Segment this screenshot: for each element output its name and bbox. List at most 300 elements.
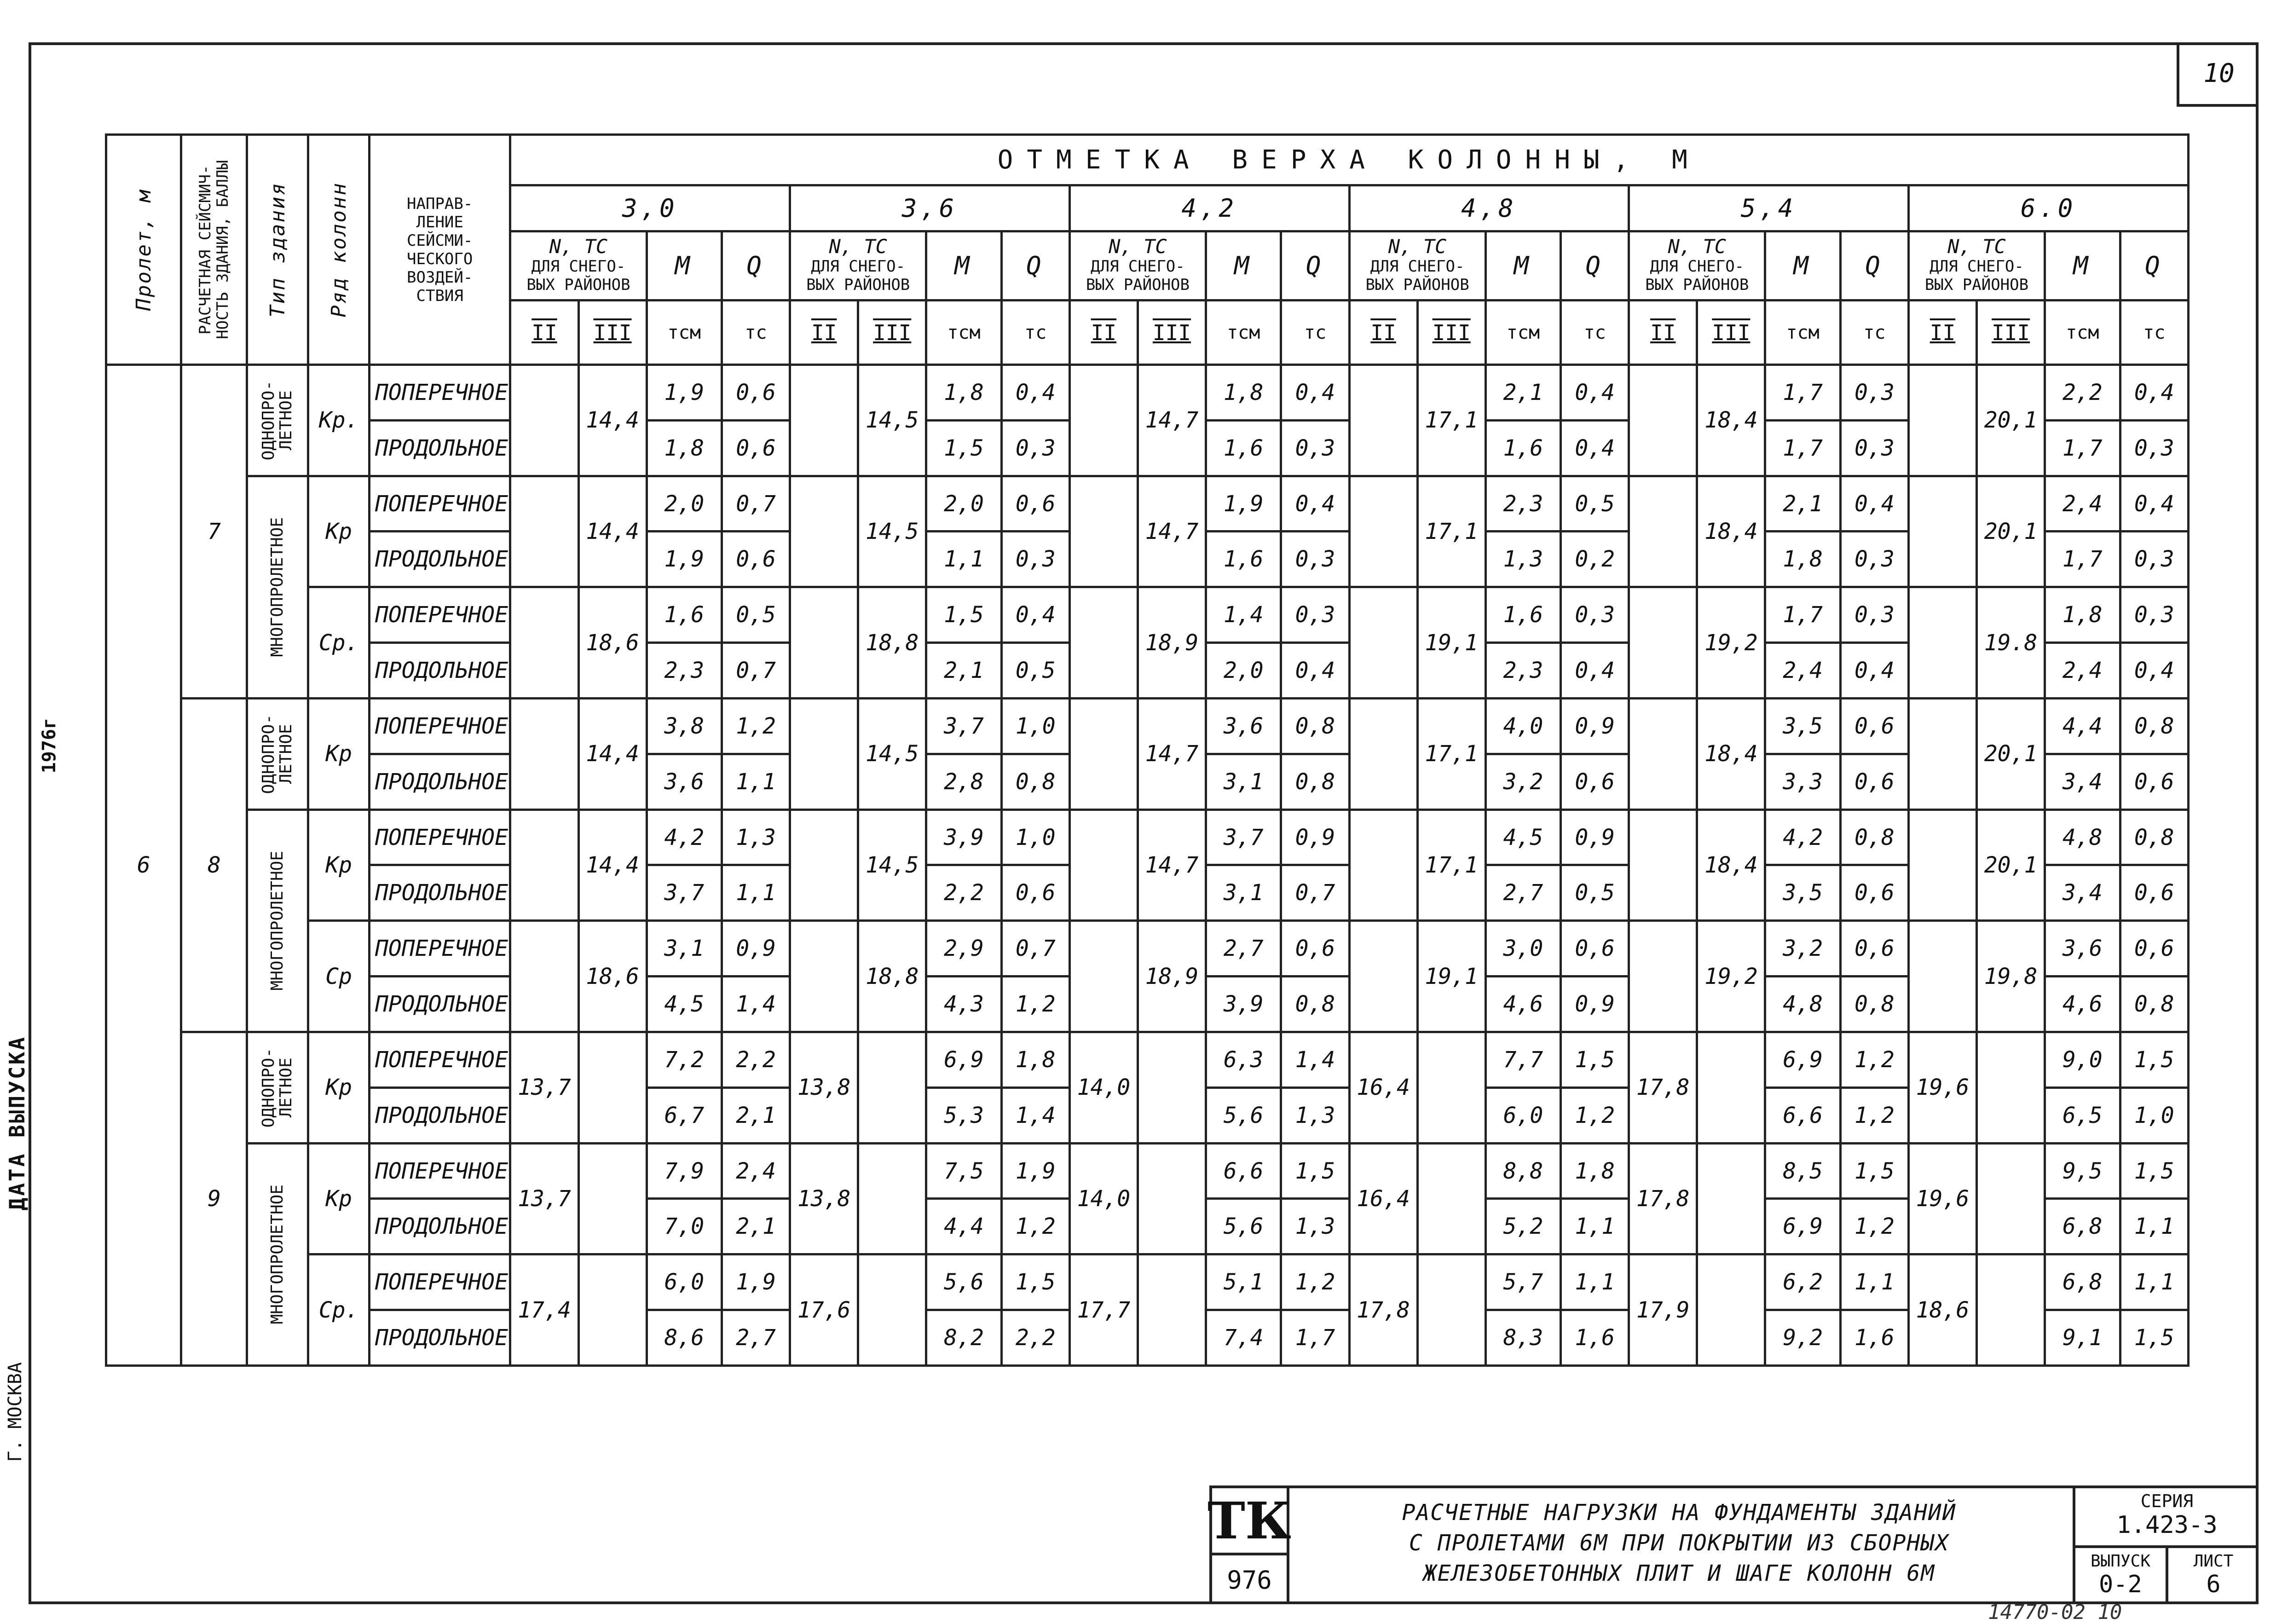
q-value: 0,9 xyxy=(1561,977,1629,1032)
q-value: 1,5 xyxy=(1281,1143,1349,1199)
m-value: 3,9 xyxy=(1206,977,1281,1032)
m-value: 3,4 xyxy=(2045,865,2120,921)
m-value: 3,1 xyxy=(1206,865,1281,921)
q-header: Q xyxy=(1281,231,1349,301)
n-region-3: 19.8 xyxy=(1977,587,2045,699)
unit-tc: тс xyxy=(1561,301,1629,365)
issue-date-label: ДАТА ВЫПУСКА xyxy=(5,1035,29,1211)
unit-tcm: тсм xyxy=(1765,301,1840,365)
m-value: 2,9 xyxy=(926,921,1001,977)
q-value: 0,3 xyxy=(1001,420,1069,476)
q-value: 0,3 xyxy=(1840,420,1908,476)
table-row xyxy=(106,476,2189,532)
n-region-2 xyxy=(790,809,858,921)
m-value: 3,2 xyxy=(1765,921,1840,977)
unit-tcm: тсм xyxy=(2045,301,2120,365)
m-value: 2,4 xyxy=(1765,643,1840,699)
q-value: 0,6 xyxy=(2120,865,2188,921)
m-value: 1,5 xyxy=(926,587,1001,643)
q-value: 1,8 xyxy=(1001,1032,1069,1087)
q-value: 0,6 xyxy=(1561,921,1629,977)
n-region-2 xyxy=(1349,365,1417,476)
building-type: ОДНОПРО- ЛЕТНОЕ xyxy=(247,365,308,476)
q-value: 0,8 xyxy=(1281,698,1349,754)
m-value: 9,0 xyxy=(2045,1032,2120,1087)
n-region-3: 14,7 xyxy=(1138,809,1206,921)
n-header: N, ТС ДЛЯ СНЕГО- ВЫХ РАЙОНОВ xyxy=(1349,231,1485,301)
snow-region-3-header: III xyxy=(858,301,926,365)
m-value: 4,4 xyxy=(926,1199,1001,1254)
m-value: 6,6 xyxy=(1206,1143,1281,1199)
column-row: Ср. xyxy=(308,1254,370,1366)
m-value: 4,8 xyxy=(2045,809,2120,865)
snow-region-2-header: II xyxy=(510,301,578,365)
m-value: 3,8 xyxy=(647,698,722,754)
m-value: 9,5 xyxy=(2045,1143,2120,1199)
n-region-2 xyxy=(1629,587,1697,699)
direction: ПРОДОЛЬНОЕ xyxy=(369,420,510,476)
n-region-3: 18,8 xyxy=(858,921,926,1032)
m-value: 7,7 xyxy=(1485,1032,1560,1087)
n-region-2 xyxy=(1069,587,1138,699)
n-region-2: 19,6 xyxy=(1908,1032,1976,1143)
n-region-2: 17,9 xyxy=(1629,1254,1697,1366)
q-value: 0,6 xyxy=(1840,921,1908,977)
m-value: 5,6 xyxy=(1206,1199,1281,1254)
table-row xyxy=(106,1143,2189,1199)
title-block xyxy=(1209,1485,2259,1604)
n-region-3: 19,2 xyxy=(1697,921,1765,1032)
q-value: 0,4 xyxy=(2120,365,2188,421)
n-region-3: 14,5 xyxy=(858,698,926,809)
m-value: 5,3 xyxy=(926,1087,1001,1143)
q-value: 0,4 xyxy=(1281,365,1349,421)
m-value: 3,1 xyxy=(1206,754,1281,809)
q-value: 1,3 xyxy=(1281,1087,1349,1143)
q-value: 1,7 xyxy=(1281,1310,1349,1366)
m-value: 5,2 xyxy=(1485,1199,1560,1254)
col-seismicity-header: РАСЧЕТНАЯ СЕЙСМИЧ- НОСТЬ ЗДАНИЯ, БАЛЛЫ xyxy=(181,135,247,365)
m-value: 1,6 xyxy=(1485,587,1560,643)
n-region-2 xyxy=(1629,698,1697,809)
q-value: 1,1 xyxy=(722,754,790,809)
m-header: M xyxy=(647,231,722,301)
q-value: 1,6 xyxy=(1840,1310,1908,1366)
n-region-3: 14,4 xyxy=(578,476,647,587)
m-value: 1,9 xyxy=(1206,476,1281,532)
q-value: 1,2 xyxy=(1561,1087,1629,1143)
snow-region-3-header: III xyxy=(578,301,647,365)
table-row xyxy=(106,809,2189,865)
m-value: 2,0 xyxy=(647,476,722,532)
table-row xyxy=(106,1032,2189,1087)
n-header: N, ТС ДЛЯ СНЕГО- ВЫХ РАЙОНОВ xyxy=(1069,231,1206,301)
q-value: 0,6 xyxy=(1840,754,1908,809)
n-region-2: 14,0 xyxy=(1069,1143,1138,1254)
direction: ПРОДОЛЬНОЕ xyxy=(369,643,510,699)
n-header: N, ТС ДЛЯ СНЕГО- ВЫХ РАЙОНОВ xyxy=(1908,231,2045,301)
q-value: 0,6 xyxy=(1840,698,1908,754)
seismicity-value: 7 xyxy=(181,365,247,699)
m-value: 1,6 xyxy=(1206,532,1281,587)
direction: ПОПЕРЕЧНОЕ xyxy=(369,365,510,421)
m-header: M xyxy=(2045,231,2120,301)
unit-tcm: тсм xyxy=(926,301,1001,365)
n-region-2 xyxy=(1908,809,1976,921)
q-value: 0,3 xyxy=(2120,420,2188,476)
snow-region-3-header: III xyxy=(1697,301,1765,365)
q-value: 0,3 xyxy=(2120,532,2188,587)
m-value: 4,8 xyxy=(1765,977,1840,1032)
tk-number: 976 xyxy=(1227,1565,1272,1595)
elevation-header: 4,2 xyxy=(1069,185,1349,231)
unit-tc: тс xyxy=(722,301,790,365)
q-value: 0,9 xyxy=(1281,809,1349,865)
n-region-3: 14,4 xyxy=(578,809,647,921)
m-value: 1,7 xyxy=(2045,532,2120,587)
n-region-2 xyxy=(510,809,578,921)
m-value: 8,8 xyxy=(1485,1143,1560,1199)
m-value: 1,8 xyxy=(647,420,722,476)
n-region-3 xyxy=(1138,1032,1206,1143)
n-region-2 xyxy=(790,587,858,699)
m-value: 1,7 xyxy=(1765,587,1840,643)
n-region-3: 18,4 xyxy=(1697,476,1765,587)
m-value: 4,6 xyxy=(1485,977,1560,1032)
direction: ПРОДОЛЬНОЕ xyxy=(369,754,510,809)
n-region-3 xyxy=(1138,1254,1206,1366)
m-value: 1,4 xyxy=(1206,587,1281,643)
q-value: 1,2 xyxy=(1001,977,1069,1032)
m-header: M xyxy=(1765,231,1840,301)
elevation-title: ОТМЕТКА ВЕРХА КОЛОННЫ, М xyxy=(510,135,2189,185)
n-region-3 xyxy=(1697,1143,1765,1254)
n-region-3: 18,8 xyxy=(858,587,926,699)
q-value: 0,4 xyxy=(1561,643,1629,699)
m-value: 3,2 xyxy=(1485,754,1560,809)
q-value: 1,5 xyxy=(1001,1254,1069,1310)
q-value: 1,1 xyxy=(722,865,790,921)
m-value: 2,0 xyxy=(926,476,1001,532)
q-value: 0,6 xyxy=(722,420,790,476)
n-region-3: 20,1 xyxy=(1977,476,2045,587)
direction: ПОПЕРЕЧНОЕ xyxy=(369,698,510,754)
col-column-row-header: Ряд колонн xyxy=(308,135,370,365)
series-cell: СЕРИЯ 1.423-3 xyxy=(2075,1488,2259,1548)
col-span-header: Пролет, м xyxy=(106,135,181,365)
m-value: 3,6 xyxy=(2045,921,2120,977)
q-value: 1,1 xyxy=(2120,1199,2188,1254)
q-value: 1,5 xyxy=(1561,1032,1629,1087)
n-region-3: 20,1 xyxy=(1977,365,2045,476)
m-value: 2,0 xyxy=(1206,643,1281,699)
q-value: 0,8 xyxy=(2120,698,2188,754)
q-value: 0,3 xyxy=(1840,532,1908,587)
q-value: 1,1 xyxy=(1840,1254,1908,1310)
table-row xyxy=(106,698,2189,754)
column-row: Кр xyxy=(308,698,370,809)
n-region-3 xyxy=(578,1032,647,1143)
n-region-2 xyxy=(1349,476,1417,587)
q-value: 1,9 xyxy=(1001,1143,1069,1199)
m-value: 6,9 xyxy=(1765,1032,1840,1087)
building-type: МНОГОПРОЛЕТНОЕ xyxy=(247,809,308,1032)
m-value: 1,8 xyxy=(1765,532,1840,587)
table-row xyxy=(106,1254,2189,1310)
m-value: 5,7 xyxy=(1485,1254,1560,1310)
m-value: 8,6 xyxy=(647,1310,722,1366)
m-header: M xyxy=(1206,231,1281,301)
n-region-2 xyxy=(1349,809,1417,921)
q-value: 1,1 xyxy=(1561,1254,1629,1310)
column-row: Кр xyxy=(308,1143,370,1254)
n-region-3: 14,7 xyxy=(1138,698,1206,809)
n-region-3 xyxy=(1417,1254,1485,1366)
n-region-2 xyxy=(1349,587,1417,699)
n-region-2 xyxy=(1908,921,1976,1032)
n-region-3 xyxy=(1977,1143,2045,1254)
n-region-3: 18,9 xyxy=(1138,921,1206,1032)
n-region-2: 17,4 xyxy=(510,1254,578,1366)
m-value: 4,5 xyxy=(1485,809,1560,865)
q-value: 0,6 xyxy=(1001,476,1069,532)
n-region-3: 18,4 xyxy=(1697,809,1765,921)
building-type: МНОГОПРОЛЕТНОЕ xyxy=(247,1143,308,1365)
m-value: 1,9 xyxy=(647,532,722,587)
q-value: 0,4 xyxy=(1001,587,1069,643)
m-value: 4,0 xyxy=(1485,698,1560,754)
q-value: 0,7 xyxy=(1001,921,1069,977)
n-region-3: 14,5 xyxy=(858,365,926,476)
q-value: 0,6 xyxy=(2120,754,2188,809)
q-value: 0,3 xyxy=(2120,587,2188,643)
issue-city: Г. МОСКВА xyxy=(5,1362,26,1462)
n-region-2 xyxy=(1629,365,1697,476)
n-region-3: 18,4 xyxy=(1697,698,1765,809)
q-value: 1,2 xyxy=(1840,1087,1908,1143)
column-row: Кр xyxy=(308,476,370,587)
q-value: 1,5 xyxy=(2120,1310,2188,1366)
n-region-2: 17,8 xyxy=(1629,1143,1697,1254)
n-region-3: 14,7 xyxy=(1138,365,1206,476)
m-value: 1,7 xyxy=(1765,420,1840,476)
direction: ПОПЕРЕЧНОЕ xyxy=(369,921,510,977)
q-value: 0,5 xyxy=(722,587,790,643)
n-region-3 xyxy=(1697,1032,1765,1143)
n-region-3: 19,1 xyxy=(1417,921,1485,1032)
snow-region-2-header: II xyxy=(1069,301,1138,365)
m-value: 4,5 xyxy=(647,977,722,1032)
n-region-3 xyxy=(578,1143,647,1254)
m-value: 6,7 xyxy=(647,1087,722,1143)
sheet-cell: ЛИСТ 6 xyxy=(2193,1552,2234,1598)
q-value: 0,4 xyxy=(1840,476,1908,532)
q-value: 0,3 xyxy=(1281,587,1349,643)
q-value: 1,3 xyxy=(1281,1199,1349,1254)
issue-year: 1976г xyxy=(39,718,60,774)
n-region-3 xyxy=(1138,1143,1206,1254)
q-value: 0,6 xyxy=(722,365,790,421)
q-value: 0,7 xyxy=(722,643,790,699)
n-region-3 xyxy=(858,1254,926,1366)
n-region-2 xyxy=(1349,698,1417,809)
m-value: 7,4 xyxy=(1206,1310,1281,1366)
n-region-2: 17,6 xyxy=(790,1254,858,1366)
n-region-3: 14,5 xyxy=(858,476,926,587)
m-value: 2,3 xyxy=(647,643,722,699)
m-value: 6,8 xyxy=(2045,1199,2120,1254)
n-region-3: 18,6 xyxy=(578,921,647,1032)
column-row: Ср. xyxy=(308,587,370,699)
q-value: 0,6 xyxy=(1281,921,1349,977)
span-value: 6 xyxy=(106,365,181,1366)
q-value: 0,3 xyxy=(1840,365,1908,421)
n-region-3: 19,8 xyxy=(1977,921,2045,1032)
q-value: 2,2 xyxy=(1001,1310,1069,1366)
q-value: 1,4 xyxy=(1281,1032,1349,1087)
column-row: Кр. xyxy=(308,365,370,476)
col-direction-header: НАПРАВ- ЛЕНИЕ СЕЙСМИ- ЧЕСКОГО ВОЗДЕЙ- СТВИЯ xyxy=(369,135,510,365)
m-value: 1,1 xyxy=(926,532,1001,587)
direction: ПРОДОЛЬНОЕ xyxy=(369,1199,510,1254)
q-value: 0,4 xyxy=(1561,365,1629,421)
n-region-3: 14,7 xyxy=(1138,476,1206,587)
n-region-3: 18,6 xyxy=(578,587,647,699)
n-region-2 xyxy=(1069,698,1138,809)
m-value: 9,2 xyxy=(1765,1310,1840,1366)
direction: ПРОДОЛЬНОЕ xyxy=(369,977,510,1032)
m-value: 4,4 xyxy=(2045,698,2120,754)
direction: ПРОДОЛЬНОЕ xyxy=(369,532,510,587)
q-value: 1,0 xyxy=(1001,698,1069,754)
tk-logo: ТК xyxy=(1212,1488,1287,1555)
drawing-title: РАСЧЕТНЫЕ НАГРУЗКИ НА ФУНДАМЕНТЫ ЗДАНИЙ С ПРОЛЕТАМИ 6М ПРИ ПОКРЫТИИ ИЗ СБОРНЫХ ЖЕЛЕЗОБЕТОННЫХ ПЛИТ И ШАГЕ КОЛОНН 6М xyxy=(1402,1500,1957,1586)
m-value: 7,0 xyxy=(647,1199,722,1254)
q-value: 0,4 xyxy=(2120,476,2188,532)
q-value: 1,4 xyxy=(722,977,790,1032)
building-type: МНОГОПРОЛЕТНОЕ xyxy=(247,476,308,698)
q-value: 0,5 xyxy=(1001,643,1069,699)
n-header: N, ТС ДЛЯ СНЕГО- ВЫХ РАЙОНОВ xyxy=(510,231,647,301)
q-value: 0,7 xyxy=(722,476,790,532)
m-value: 3,5 xyxy=(1765,698,1840,754)
n-region-3: 20,1 xyxy=(1977,698,2045,809)
q-value: 1,6 xyxy=(1561,1310,1629,1366)
m-value: 3,9 xyxy=(926,809,1001,865)
n-region-2: 17,7 xyxy=(1069,1254,1138,1366)
unit-tc: тс xyxy=(1840,301,1908,365)
n-region-2: 13,7 xyxy=(510,1143,578,1254)
building-type: ОДНОПРО- ЛЕТНОЕ xyxy=(247,698,308,809)
snow-region-2-header: II xyxy=(1629,301,1697,365)
n-region-2 xyxy=(1629,476,1697,587)
m-value: 2,8 xyxy=(926,754,1001,809)
q-value: 1,5 xyxy=(1840,1143,1908,1199)
q-value: 0,4 xyxy=(1281,643,1349,699)
m-value: 1,8 xyxy=(926,365,1001,421)
q-value: 0,6 xyxy=(1561,754,1629,809)
m-value: 2,4 xyxy=(2045,643,2120,699)
n-region-3 xyxy=(578,1254,647,1366)
q-value: 1,2 xyxy=(722,698,790,754)
n-region-3: 19,2 xyxy=(1697,587,1765,699)
n-region-3: 17,1 xyxy=(1417,698,1485,809)
q-value: 0,3 xyxy=(1281,420,1349,476)
n-region-2 xyxy=(1908,587,1976,699)
unit-tcm: тсм xyxy=(1485,301,1560,365)
q-value: 0,9 xyxy=(1561,698,1629,754)
m-value: 3,6 xyxy=(1206,698,1281,754)
m-value: 2,7 xyxy=(1206,921,1281,977)
n-region-3: 17,1 xyxy=(1417,476,1485,587)
q-value: 0,5 xyxy=(1561,865,1629,921)
q-value: 0,3 xyxy=(1001,532,1069,587)
m-value: 3,5 xyxy=(1765,865,1840,921)
m-value: 5,1 xyxy=(1206,1254,1281,1310)
q-value: 0,7 xyxy=(1281,865,1349,921)
q-value: 0,5 xyxy=(1561,476,1629,532)
series-box xyxy=(2073,1488,2259,1604)
m-value: 1,7 xyxy=(2045,420,2120,476)
m-value: 2,1 xyxy=(1485,365,1560,421)
m-value: 8,3 xyxy=(1485,1310,1560,1366)
q-value: 0,4 xyxy=(1001,365,1069,421)
m-value: 6,5 xyxy=(2045,1087,2120,1143)
m-value: 1,7 xyxy=(1765,365,1840,421)
q-value: 0,6 xyxy=(1001,865,1069,921)
n-region-3: 14,5 xyxy=(858,809,926,921)
col-building-type-header: Тип здания xyxy=(247,135,308,365)
m-value: 8,5 xyxy=(1765,1143,1840,1199)
m-value: 3,4 xyxy=(2045,754,2120,809)
m-value: 6,3 xyxy=(1206,1032,1281,1087)
m-value: 7,9 xyxy=(647,1143,722,1199)
direction: ПОПЕРЕЧНОЕ xyxy=(369,1143,510,1199)
seismicity-value: 8 xyxy=(181,698,247,1032)
n-region-2: 13,8 xyxy=(790,1032,858,1143)
q-value: 1,0 xyxy=(1001,809,1069,865)
n-region-2 xyxy=(1908,698,1976,809)
n-region-2 xyxy=(510,476,578,587)
n-region-2: 13,7 xyxy=(510,1032,578,1143)
bottom-code: 14770-02 10 xyxy=(1988,1601,2122,1624)
q-value: 1,2 xyxy=(1281,1254,1349,1310)
q-header: Q xyxy=(1840,231,1908,301)
n-region-2 xyxy=(1069,365,1138,476)
n-region-2 xyxy=(1629,809,1697,921)
n-region-2: 16,4 xyxy=(1349,1143,1417,1254)
building-type: ОДНОПРО- ЛЕТНОЕ xyxy=(247,1032,308,1143)
m-value: 8,2 xyxy=(926,1310,1001,1366)
n-region-3: 14,4 xyxy=(578,698,647,809)
q-value: 0,4 xyxy=(1561,420,1629,476)
snow-region-3-header: III xyxy=(1977,301,2045,365)
m-value: 5,6 xyxy=(1206,1087,1281,1143)
m-value: 5,6 xyxy=(926,1254,1001,1310)
m-value: 3,3 xyxy=(1765,754,1840,809)
q-value: 0,3 xyxy=(1281,532,1349,587)
loads-table xyxy=(105,133,2190,1367)
q-value: 2,1 xyxy=(722,1087,790,1143)
n-region-3: 14,4 xyxy=(578,365,647,476)
table-row xyxy=(106,587,2189,643)
column-row: Ср xyxy=(308,921,370,1032)
direction: ПОПЕРЕЧНОЕ xyxy=(369,1032,510,1087)
unit-tc: тс xyxy=(1281,301,1349,365)
q-value: 0,8 xyxy=(1001,754,1069,809)
m-value: 1,6 xyxy=(1206,420,1281,476)
q-value: 0,8 xyxy=(1281,977,1349,1032)
